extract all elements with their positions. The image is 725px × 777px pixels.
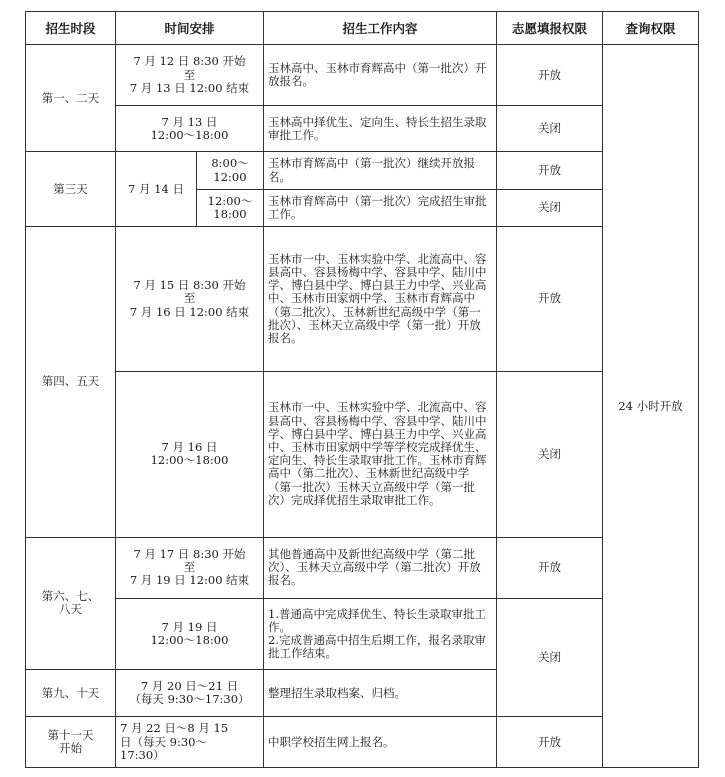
- content-cell: 玉林市育辉高中（第一批次）完成招生审批工作。: [264, 189, 497, 226]
- period-cell: 第三天: [26, 152, 116, 227]
- admission-schedule-table: [25, 11, 699, 768]
- time-cell: 7 月 19 日 12:00～18:00: [116, 599, 264, 670]
- table-row: [26, 152, 699, 189]
- table-row: [26, 599, 699, 670]
- time-cell: 7 月 15 日 8:30 开始 至 7 月 16 日 12:00 结束: [116, 227, 264, 372]
- fill-permission-cell: 开放: [497, 152, 603, 189]
- fill-permission-cell: 开放: [497, 717, 603, 768]
- fill-permission-cell: 关闭: [497, 371, 603, 537]
- period-cell: 第六、七、 八天: [26, 537, 116, 669]
- content-cell: 玉林市一中、玉林实验中学、北流高中、容县高中、容县杨梅中学、容县中学、陆川中学、博白县中学、博白县王力中学、兴业高中、玉林市田家炳中学、玉林市育辉高中（第二批次）、玉林新世纪高级中学（第一批次）、玉林天立高级中学（第一批）开放报名。: [264, 227, 497, 372]
- content-cell: 玉林高中、玉林市育辉高中（第一批次）开放报名。: [264, 45, 497, 106]
- time-cell: 8:00～ 12:00: [197, 152, 264, 189]
- time-cell: 12:00～ 18:00: [197, 189, 264, 226]
- date-cell: 7 月 14 日: [116, 152, 197, 227]
- content-cell: 玉林市一中、玉林实验中学、北流高中、容县高中、容县杨梅中学、容县中学、陆川中学、博白县中学、博白县王力中学、兴业高中、玉林市田家炳中学等学校完成择优生、定向生、特长生录取审批工作。玉林市育辉高中（第二批次）、玉林新世纪高级中学（第一批次）玉林天立高级中学（第一批次）完成择优招生录取审批工作。: [264, 371, 497, 537]
- period-cell: 第十一天 开始: [26, 717, 116, 768]
- table-row: [26, 537, 699, 599]
- fill-permission-cell: 关闭: [497, 599, 603, 717]
- fill-permission-cell: 开放: [497, 537, 603, 599]
- content-cell: 整理招生录取档案、归档。: [264, 669, 497, 717]
- time-cell: 7 月 13 日 12:00～18:00: [116, 105, 264, 151]
- fill-permission-cell: 关闭: [497, 189, 603, 226]
- time-cell: 7 月 12 日 8:30 开始 至 7 月 13 日 12:00 结束: [116, 45, 264, 106]
- content-cell: 玉林高中择优生、定向生、特长生招生录取审批工作。: [264, 105, 497, 151]
- header-fill-permission: 志愿填报权限: [497, 12, 603, 45]
- content-cell: 其他普通高中及新世纪高级中学（第二批次）、玉林天立高级中学（第二批次）开放报名。: [264, 537, 497, 599]
- table-row: [26, 45, 699, 106]
- header-period: 招生时段: [26, 12, 116, 45]
- header-row: [26, 12, 699, 45]
- content-cell: 玉林市育辉高中（第一批次）继续开放报名。: [264, 152, 497, 189]
- header-query-permission: 查询权限: [603, 12, 699, 45]
- header-content: 招生工作内容: [264, 12, 497, 45]
- time-cell: 7 月 20 日～21 日 （每天 9:30～17:30）: [116, 669, 264, 717]
- period-cell: 第九、十天: [26, 669, 116, 717]
- table-row: [26, 371, 699, 537]
- time-cell: 7 月 17 日 8:30 开始 至 7 月 19 日 12:00 结束: [116, 537, 264, 599]
- table-row: [26, 227, 699, 372]
- fill-permission-cell: 开放: [497, 227, 603, 372]
- fill-permission-cell: 关闭: [497, 105, 603, 151]
- time-cell: 7 月 22 日～8 月 15 日（每天 9:30～ 17:30）: [116, 717, 264, 768]
- content-cell: 中职学校招生网上报名。: [264, 717, 497, 768]
- period-cell: 第一、二天: [26, 45, 116, 152]
- period-cell: 第四、五天: [26, 227, 116, 537]
- header-time: 时间安排: [116, 12, 264, 45]
- fill-permission-cell: 开放: [497, 45, 603, 106]
- content-cell: 1.普通高中完成择优生、特长生录取审批工作。 2.完成普通高中招生后期工作，报名录取审批工作结束。: [264, 599, 497, 670]
- table-row: [26, 717, 699, 768]
- time-cell: 7 月 16 日 12:00～18:00: [116, 371, 264, 537]
- table-row: [26, 105, 699, 151]
- query-permission-cell: 24 小时开放: [603, 45, 699, 768]
